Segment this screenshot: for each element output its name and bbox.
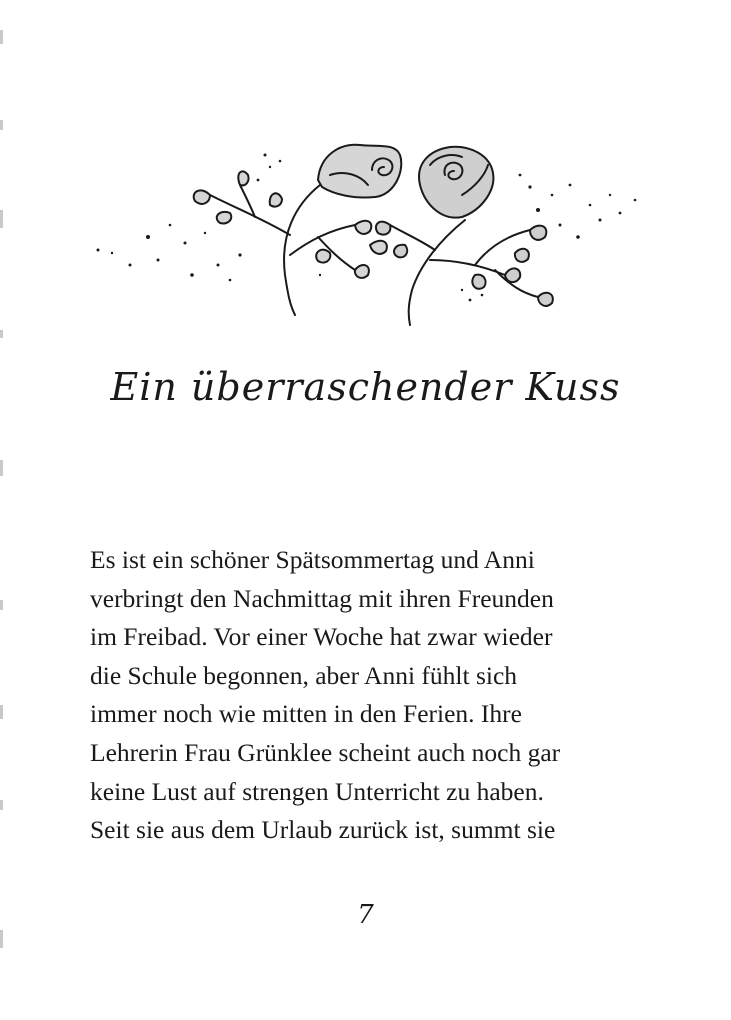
text-line: verbringt den Nachmittag mit ihren Freunden bbox=[90, 583, 554, 613]
text-line: keine Lust auf strengen Unterricht zu haben. bbox=[90, 776, 544, 806]
body-text bbox=[90, 541, 650, 850]
text-line: Es ist ein schöner Spätsommertag und Anni bbox=[90, 545, 535, 574]
text-line: Seit sie aus dem Urlaub zurück ist, summt sie bbox=[90, 815, 556, 845]
left-rose-bud bbox=[318, 145, 401, 198]
chapter-title: Ein überraschender Kuss bbox=[110, 365, 621, 409]
text-line: immer noch wie mitten in den Ferien. Ihre bbox=[90, 699, 522, 729]
roses-illustration bbox=[90, 125, 650, 340]
page-number: 7 bbox=[357, 900, 374, 930]
page-gutter bbox=[0, 0, 4, 1020]
right-rose-bud bbox=[419, 147, 493, 218]
right-rose-stem bbox=[409, 220, 465, 325]
text-line: Lehrerin Frau Grünklee scheint auch noch gar bbox=[90, 737, 561, 767]
left-rose-stem bbox=[284, 185, 320, 315]
text-line: im Freibad. Vor einer Woche hat zwar wieder bbox=[90, 622, 553, 652]
text-line: die Schule begonnen, aber Anni fühlt sich bbox=[90, 660, 518, 690]
